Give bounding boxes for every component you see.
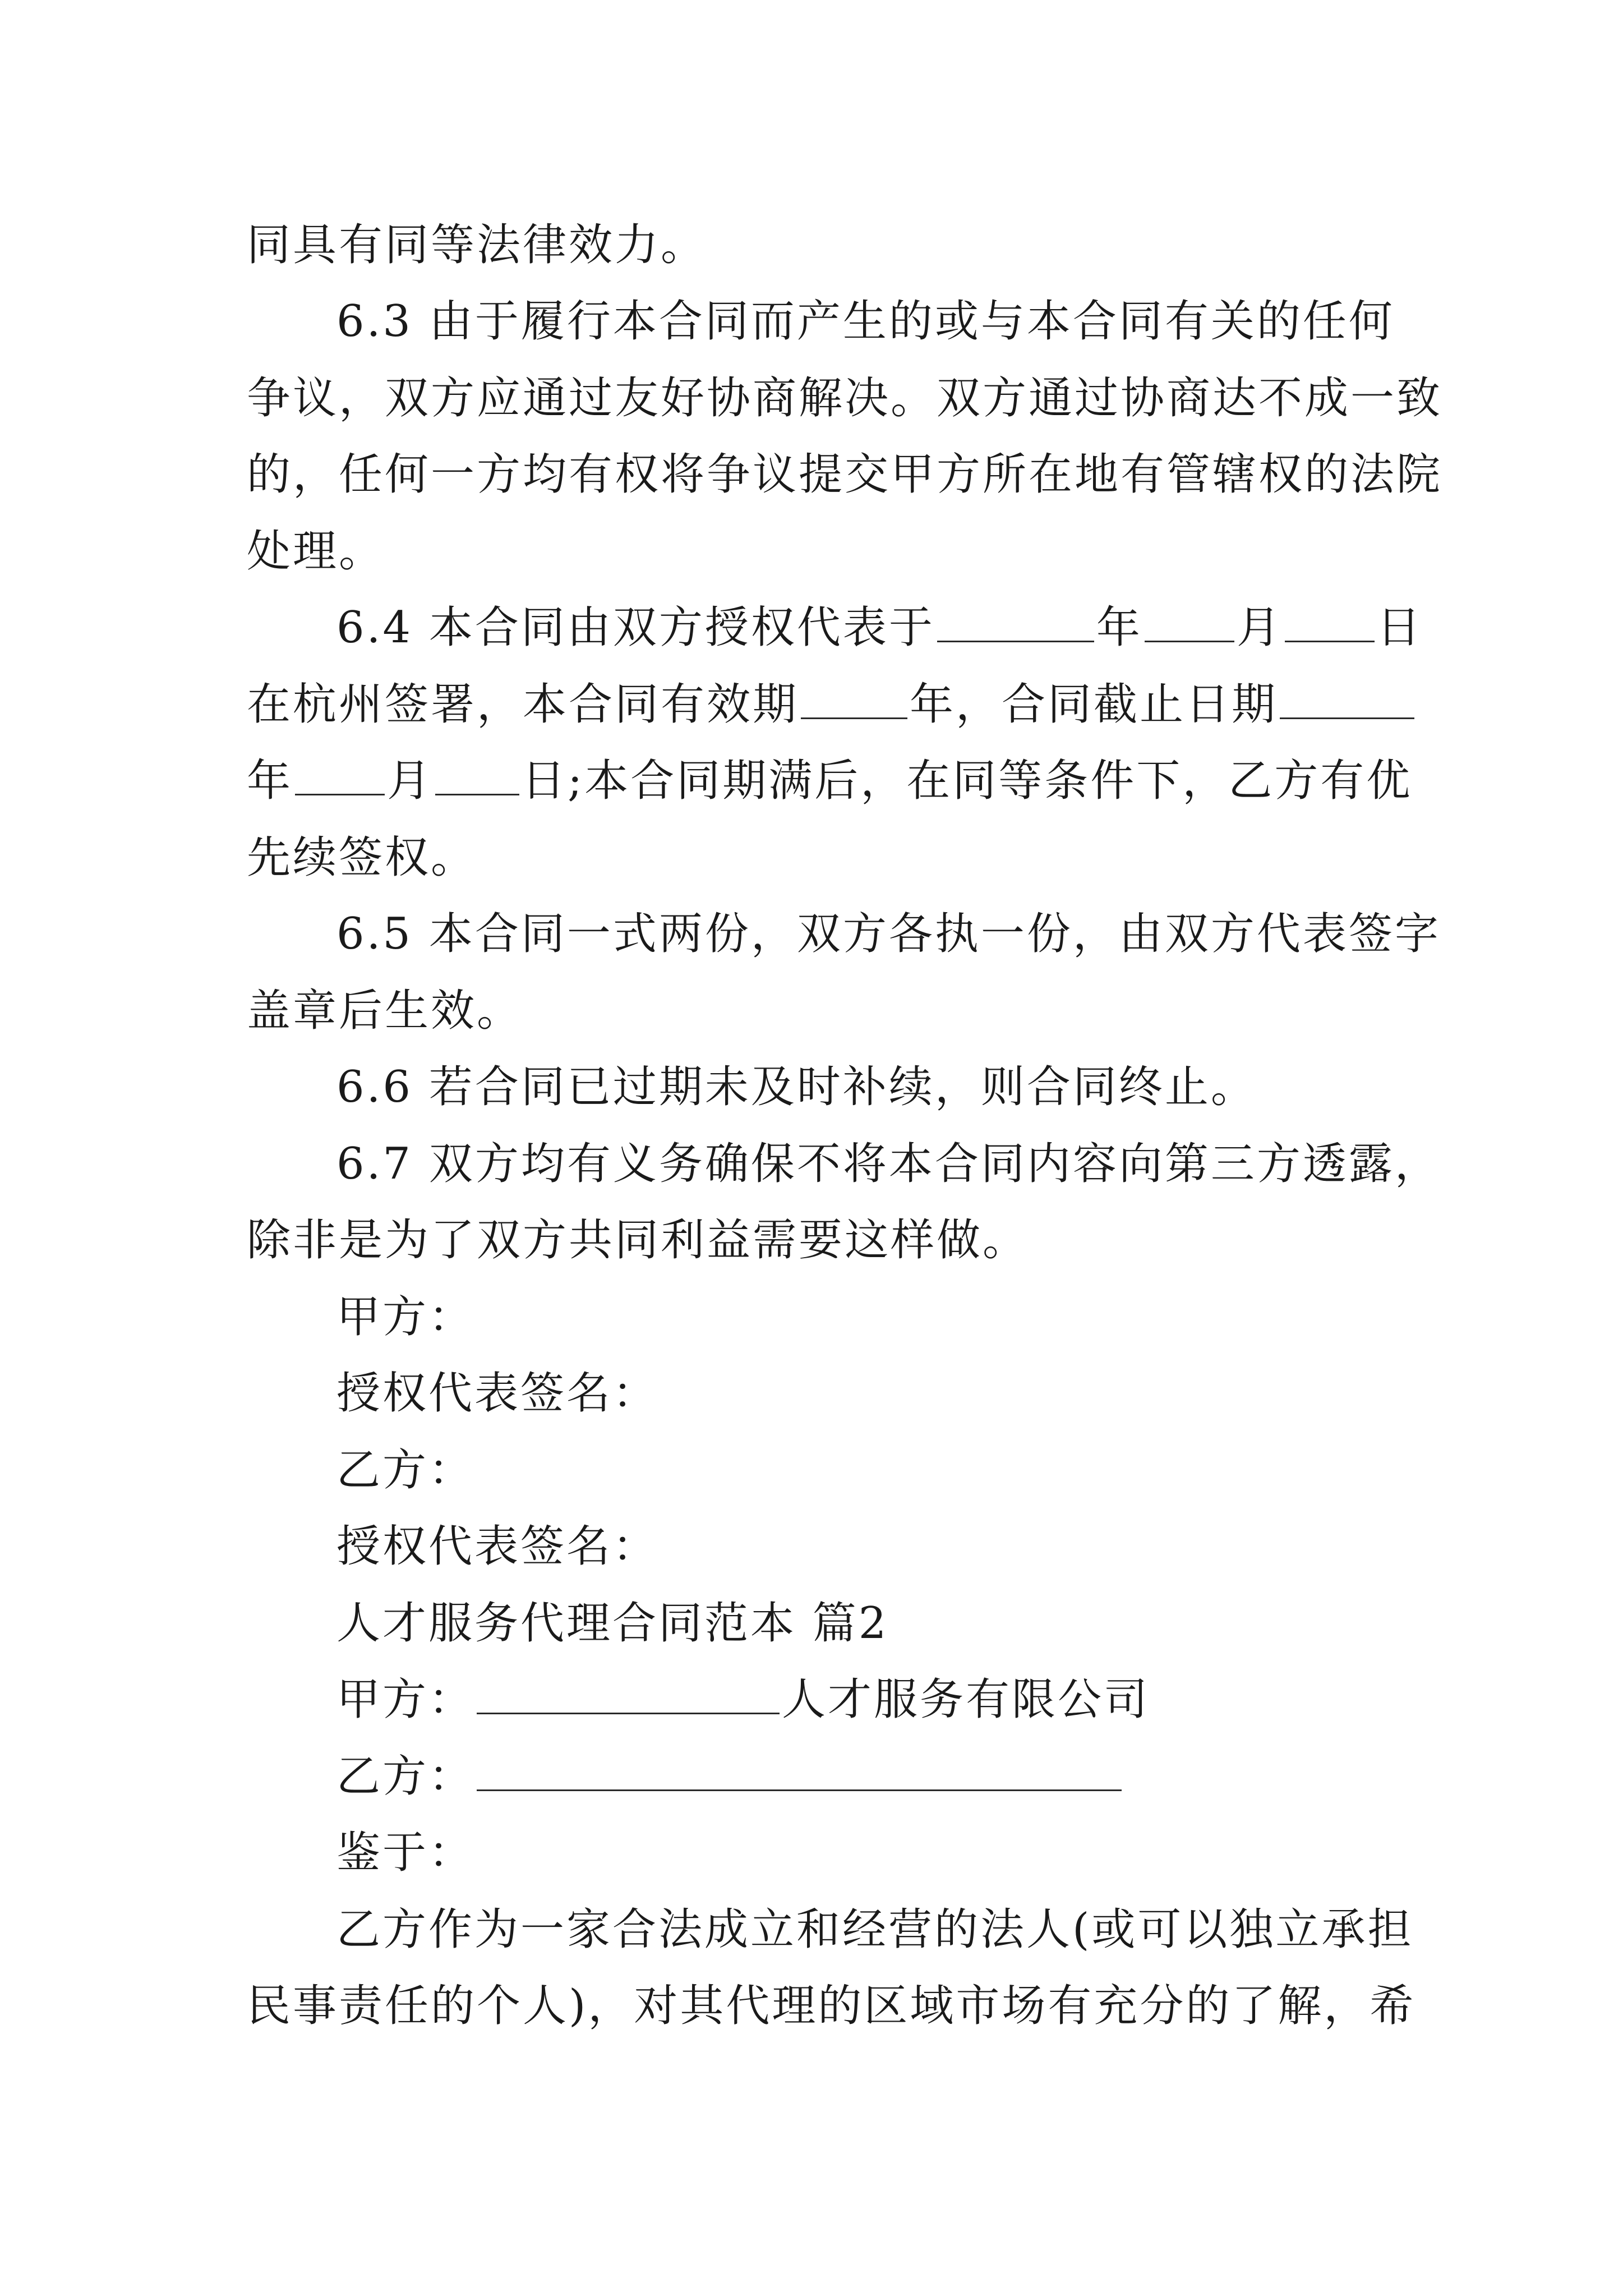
text: 盖章后生效。 [247, 986, 523, 1036]
clause-6-6 [336, 1048, 1257, 1126]
text: 6.3 由于履行本合同而产生的或与本合同有关的任何 [336, 296, 1395, 347]
party-a-line [336, 1660, 1150, 1739]
text: 同具有同等法律效力。 [247, 220, 707, 270]
text: 乙方作为一家合法成立和经营的法人(或可以独立承担 [336, 1904, 1414, 1955]
end-year-blank [1280, 676, 1414, 719]
party-a-representative [336, 1354, 658, 1433]
text: 授权代表签名： [336, 1521, 659, 1572]
day-blank [1285, 599, 1375, 642]
text-line [247, 1967, 1415, 2045]
end-month-blank [295, 752, 385, 795]
text: 月 [1236, 602, 1283, 653]
end-day-blank [435, 752, 519, 795]
text: 民事责任的个人)，对其代理的区域市场有充分的了解，希 [247, 1981, 1416, 2031]
party-a-signature [336, 1278, 474, 1356]
section-title [336, 1584, 888, 1663]
text-line [247, 512, 385, 591]
month-blank [1145, 599, 1234, 642]
text-line [247, 742, 1412, 820]
text-line [247, 665, 1417, 744]
text-line [247, 359, 1442, 438]
text-line [247, 206, 707, 284]
party-a-name-blank [477, 1671, 780, 1714]
party-b-line [336, 1737, 1124, 1816]
text: 争议，双方应通过友好协商解决。双方通过协商达不成一致 [247, 373, 1443, 424]
text: 处理。 [247, 526, 385, 577]
text: 6.4 本合同由双方授权代表于 [336, 602, 935, 653]
clause-6-3 [336, 282, 1395, 361]
party-b-representative [336, 1507, 658, 1586]
text: 甲方： [336, 1292, 475, 1342]
text: 除非是为了双方共同利益需要这样做。 [247, 1215, 1029, 1266]
whereas-heading [336, 1814, 474, 1892]
text: 月 [387, 756, 434, 806]
term-blank [801, 676, 907, 719]
text: 6.5 本合同一式两份，双方各执一份，由双方代表签字 [336, 909, 1441, 959]
text: 6.6 若合同已过期未及时补续，则合同终止。 [336, 1062, 1257, 1112]
clause-6-7 [336, 1125, 1441, 1203]
text: 乙方： [336, 1445, 475, 1496]
text: 年 [1096, 602, 1142, 653]
text: 6.7 双方均有义务确保不将本合同内容向第三方透露， [336, 1139, 1441, 1189]
recital-paragraph [336, 1890, 1413, 1969]
year-blank [937, 599, 1094, 642]
clause-6-4 [336, 588, 1423, 667]
text-line [247, 818, 477, 897]
text: 人才服务代理合同范本 篇2 [336, 1598, 889, 1649]
party-b-name-blank [477, 1748, 1122, 1791]
party-b-signature [336, 1431, 474, 1510]
text: 的，任何一方均有权将争议提交甲方所在地有管辖权的法院 [247, 449, 1443, 500]
text: 在杭州签署，本合同有效期 [247, 679, 799, 730]
text: 年，合同截止日期 [910, 679, 1278, 730]
text: 人才服务有限公司 [782, 1674, 1150, 1725]
text: 先续签权。 [247, 832, 477, 883]
text: 日 [1376, 602, 1423, 653]
text: 日;本合同期满后，在同等条件下，乙方有优 [522, 756, 1413, 806]
text-line [247, 435, 1442, 514]
text-line [247, 1201, 1029, 1280]
text-line [247, 972, 523, 1050]
text: 乙方： [336, 1751, 475, 1802]
clause-6-5 [336, 895, 1441, 973]
text: 鉴于： [336, 1828, 475, 1878]
text: 年 [247, 756, 293, 806]
text: 甲方： [336, 1674, 475, 1725]
text: 授权代表签名： [336, 1368, 659, 1419]
